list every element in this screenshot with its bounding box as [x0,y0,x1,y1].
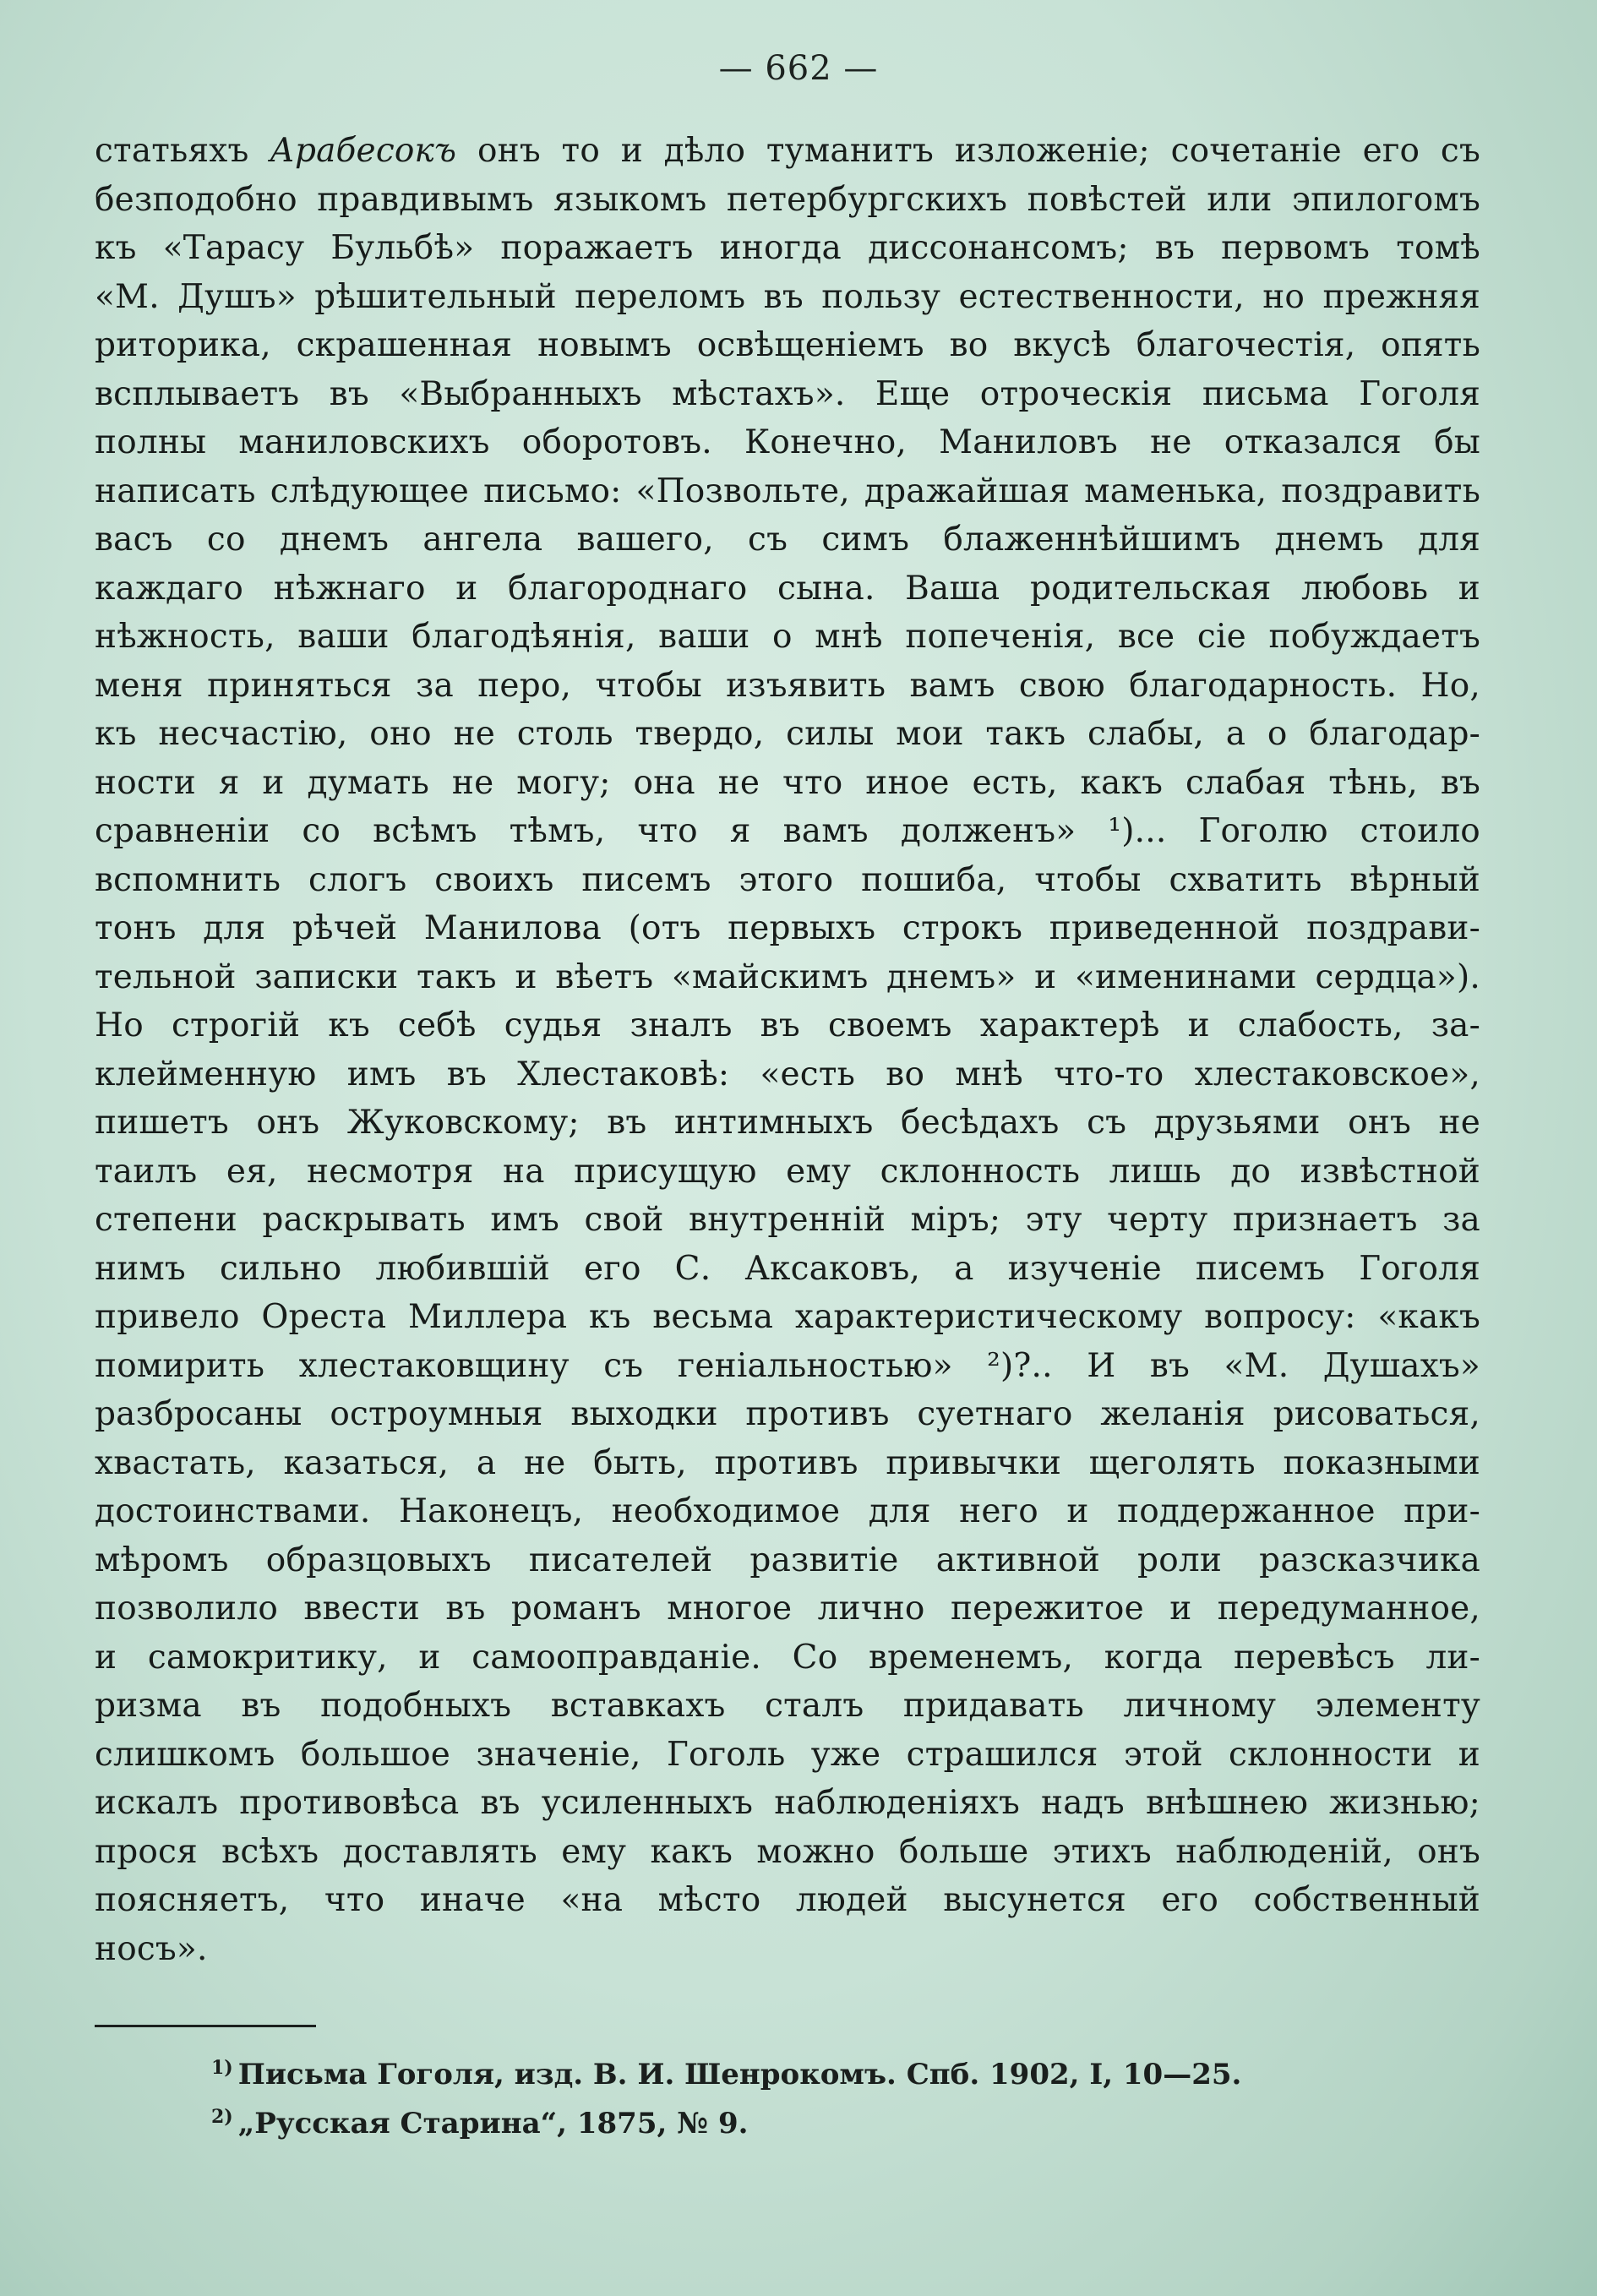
text-line [95,1050,1480,1099]
text-segment: нимъ сильно любившій его С. Аксаковъ, а изученіе писемъ Гоголя [95,1249,1480,1288]
text-line [95,807,1480,856]
text-line [95,321,1480,370]
text-line [95,1779,1480,1828]
text-line [95,1731,1480,1780]
text-segment: къ «Тарасу Бульбѣ» поражаетъ иногда диссонансомъ; въ первомъ томѣ [95,229,1480,267]
footnote-mark: 1) [211,2057,233,2079]
text-segment: Но строгій къ себѣ судья зналъ въ своемъ характерѣ и слабость, за- [95,1006,1480,1044]
text-line [95,1536,1480,1585]
italic-title: Арабесокъ [270,132,457,170]
text-segment: ности я и думать не могу; она не что иное есть, какъ слабая тѣнь, въ [95,763,1480,802]
text-segment: и самокритику, и самооправданіе. Со временемъ, когда перевѣсъ ли- [95,1638,1480,1677]
text-line [95,1293,1480,1342]
text-segment: ризма въ подобныхъ вставкахъ сталъ придавать личному элементу [95,1687,1480,1725]
text-line [95,564,1480,614]
text-line [95,904,1480,953]
text-segment: всплываетъ въ «Выбранныхъ мѣстахъ». Еще отроческія письма Гоголя [95,374,1480,413]
text-segment: пишетъ онъ Жуковскому; въ интимныхъ бесѣдахъ съ друзьями онъ не [95,1104,1480,1142]
text-segment: прося всѣхъ доставлять ему какъ можно больше этихъ наблюденій, онъ [95,1832,1480,1871]
text-line [95,613,1480,662]
text-segment: написать слѣдующее письмо: «Позвольте, дражайшая маменька, поздравить [95,472,1480,510]
text-line [95,1876,1480,1925]
text-line [95,1925,1480,1974]
text-segment: безподобно правдивымъ языкомъ петербургскихъ повѣстей или эпилогомъ [95,180,1480,219]
text-segment: привело Ореста Миллера къ весьма характеристическому вопросу: «какъ [95,1298,1480,1336]
text-line [95,710,1480,759]
text-segment: слишкомъ большое значеніе, Гоголь уже страшился этой склонности и [95,1735,1480,1774]
text-line [95,1439,1480,1488]
footnote-text: „Русская Старина“, 1875, № 9. [237,2107,749,2141]
text-line [95,418,1480,467]
text-line [95,224,1480,273]
text-line [95,953,1480,1002]
text-segment: помирить хлестаковщину съ геніальностью» ²)?.. И въ «М. Душахъ» [95,1346,1480,1385]
text-line [95,467,1480,516]
body-text [95,127,1480,1973]
text-segment: клейменную имъ въ Хлестаковѣ: «есть во мнѣ что-то хлестаковское», [95,1055,1480,1093]
text-segment: тонъ для рѣчей Манилова (отъ первыхъ строкъ приведенной поздрави- [95,909,1480,947]
text-line [95,515,1480,564]
text-line [95,1390,1480,1439]
text-line [95,1342,1480,1391]
text-segment: искалъ противовѣса въ усиленныхъ наблюденіяхъ надъ внѣшнею жизнью; [95,1784,1480,1822]
text-line [95,176,1480,225]
text-segment: къ несчастію, оно не столь твердо, силы мои такъ слабы, а о благодар- [95,715,1480,753]
text-segment: васъ со днемъ ангела вашего, съ симъ блаженнѣйшимъ днемъ для [95,521,1480,559]
text-segment: таилъ ея, несмотря на присущую ему склонность лишь до извѣстной [95,1152,1480,1191]
text-segment: хвастать, казаться, а не быть, противъ привычки щеголять показными [95,1443,1480,1482]
text-line [95,1828,1480,1877]
text-segment: носъ». [95,1929,208,1968]
text-line [95,127,1480,176]
text-segment: поясняетъ, что иначе «на мѣсто людей высунется его собственный [95,1881,1480,1919]
text-line [95,1682,1480,1731]
footnote [211,2096,1394,2145]
text-segment: меня приняться за перо, чтобы изъявить вамъ свою благодарность. Но, [95,666,1480,705]
footnote-mark: 2) [211,2106,233,2128]
text-segment: полны маниловскихъ оборотовъ. Конечно, Маниловъ не отказался бы [95,423,1480,461]
text-segment: статьяхъ [95,132,270,170]
text-line [95,662,1480,711]
text-line [95,370,1480,419]
text-line [95,1148,1480,1197]
footnotes [211,2047,1394,2145]
text-line [95,273,1480,322]
footnote [211,2047,1394,2096]
text-segment: тельной записки такъ и вѣетъ «майскимъ днемъ» и «именинами сердца»). [95,957,1480,996]
text-segment: нѣжность, ваши благодѣянія, ваши о мнѣ попеченія, все сіе побуждаетъ [95,618,1480,656]
text-segment: каждаго нѣжнаго и благороднаго сына. Ваша родительская любовь и [95,569,1480,608]
text-segment: «М. Душъ» рѣшительный переломъ въ пользу естественности, но прежняя [95,277,1480,316]
text-segment: разбросаны остроумныя выходки противъ суетнаго желанія рисоваться, [95,1395,1480,1433]
text-line [95,1099,1480,1148]
text-line [95,1487,1480,1536]
footnote-text: Письма Гоголя, изд. В. И. Шенрокомъ. Спб. 1902, I, 10—25. [237,2058,1242,2091]
text-segment: позволило ввести въ романъ многое лично пережитое и передуманное, [95,1590,1480,1628]
text-line [95,1584,1480,1633]
text-line [95,1245,1480,1294]
footnote-divider [95,2025,316,2027]
text-segment: мѣромъ образцовыхъ писателей развитіе активной роли разсказчика [95,1541,1480,1579]
text-line [95,759,1480,808]
text-segment: достоинствами. Наконецъ, необходимое для него и поддержанное при- [95,1492,1480,1530]
text-line [95,1633,1480,1682]
text-segment: онъ то и дѣло туманитъ изложеніе; сочетаніе его съ [456,132,1480,170]
page-number: — 662 — [718,49,879,88]
text-segment: степени раскрывать имъ свой внутренній міръ; эту черту признаетъ за [95,1201,1480,1239]
text-line [95,1196,1480,1245]
text-segment: вспомнить слогъ своихъ писемъ этого пошиба, чтобы схватить вѣрный [95,860,1480,899]
text-segment: риторика, скрашенная новымъ освѣщеніемъ во вкусѣ благочестія, опять [95,326,1480,364]
text-segment: сравненіи со всѣмъ тѣмъ, что я вамъ долженъ» ¹)... Гоголю стоило [95,812,1480,850]
text-line [95,1001,1480,1050]
text-line [95,856,1480,905]
